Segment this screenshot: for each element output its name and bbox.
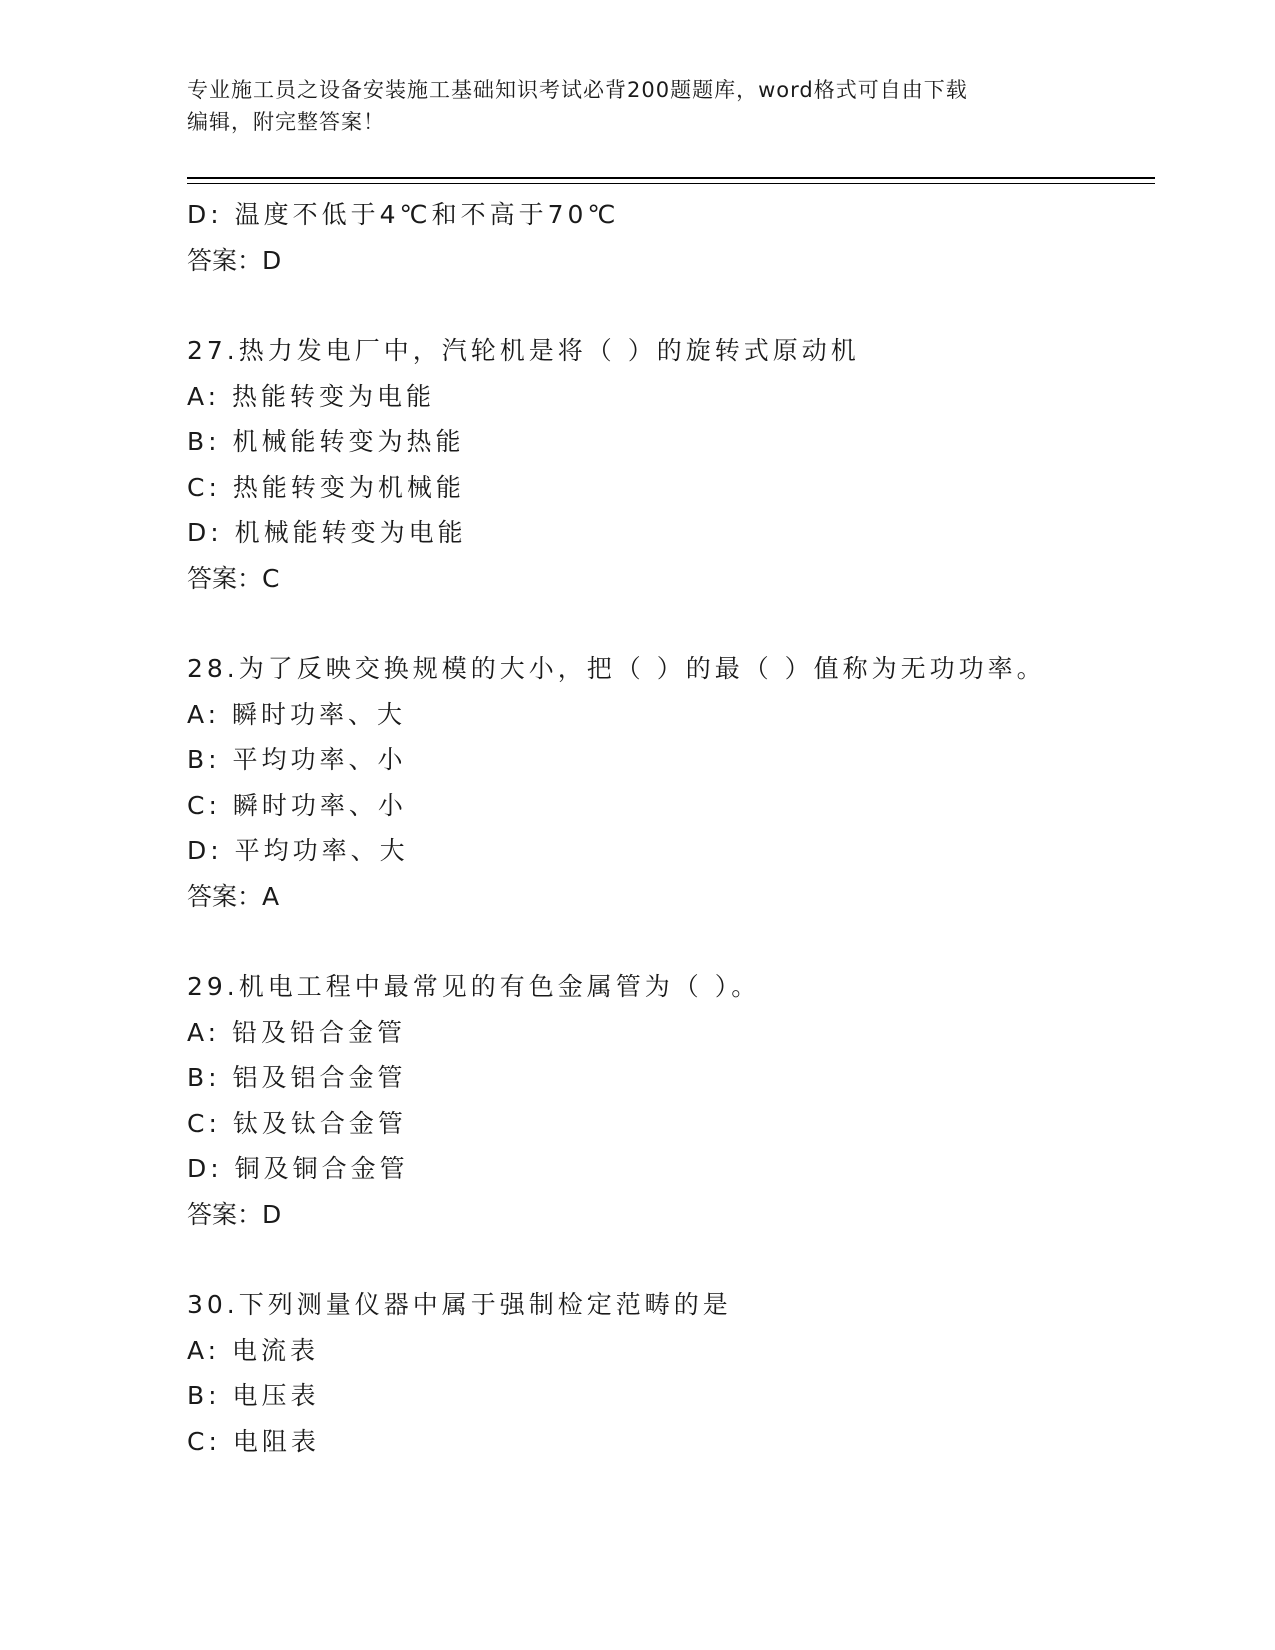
question-30	[187, 1282, 1147, 1464]
question-stem: 30.下列测量仪器中属于强制检定范畴的是	[187, 1290, 732, 1319]
option-d: D: 平均功率、大	[187, 836, 409, 865]
header-title-line2: 编辑，附完整答案！	[187, 110, 385, 134]
header-divider-thick	[187, 177, 1155, 179]
carry-over-block	[187, 192, 1147, 283]
header-title-line1: 专业施工员之设备安装施工基础知识考试必背200题题库，word格式可自由下载	[187, 78, 968, 102]
question-list	[187, 192, 1147, 1464]
answer-line: 答案：A	[187, 881, 280, 911]
option-b: B: 电压表	[187, 1381, 320, 1410]
document-header	[187, 74, 1067, 138]
header-divider-thin	[187, 183, 1155, 184]
question-29	[187, 964, 1147, 1237]
option-a: A: 热能转变为电能	[187, 381, 436, 411]
option-b: B: 平均功率、小	[187, 745, 407, 774]
option-d: D: 温度不低于4℃和不高于70℃	[187, 200, 620, 229]
question-28	[187, 646, 1147, 919]
option-b: B: 铝及铝合金管	[187, 1063, 407, 1092]
option-c: C: 瞬时功率、小	[187, 790, 407, 820]
question-stem: 29.机电工程中最常见的有色金属管为（ ）。	[187, 972, 761, 1001]
option-c: C: 热能转变为机械能	[187, 472, 465, 502]
option-c: C: 电阻表	[187, 1426, 320, 1456]
option-a: A: 铅及铅合金管	[187, 1017, 407, 1047]
question-stem: 27.热力发电厂中，汽轮机是将（ ）的旋转式原动机	[187, 336, 860, 365]
option-c: C: 钛及钛合金管	[187, 1108, 407, 1138]
option-a: A: 瞬时功率、大	[187, 699, 407, 729]
answer-line: 答案：D	[187, 245, 282, 275]
answer-line: 答案：D	[187, 1199, 282, 1229]
question-27	[187, 328, 1147, 601]
question-stem: 28.为了反映交换规模的大小，把（ ）的最（ ）值称为无功功率。	[187, 654, 1046, 683]
option-b: B: 机械能转变为热能	[187, 427, 465, 456]
option-d: D: 机械能转变为电能	[187, 518, 467, 547]
option-d: D: 铜及铜合金管	[187, 1154, 409, 1183]
answer-line: 答案：C	[187, 563, 280, 593]
option-a: A: 电流表	[187, 1335, 320, 1365]
